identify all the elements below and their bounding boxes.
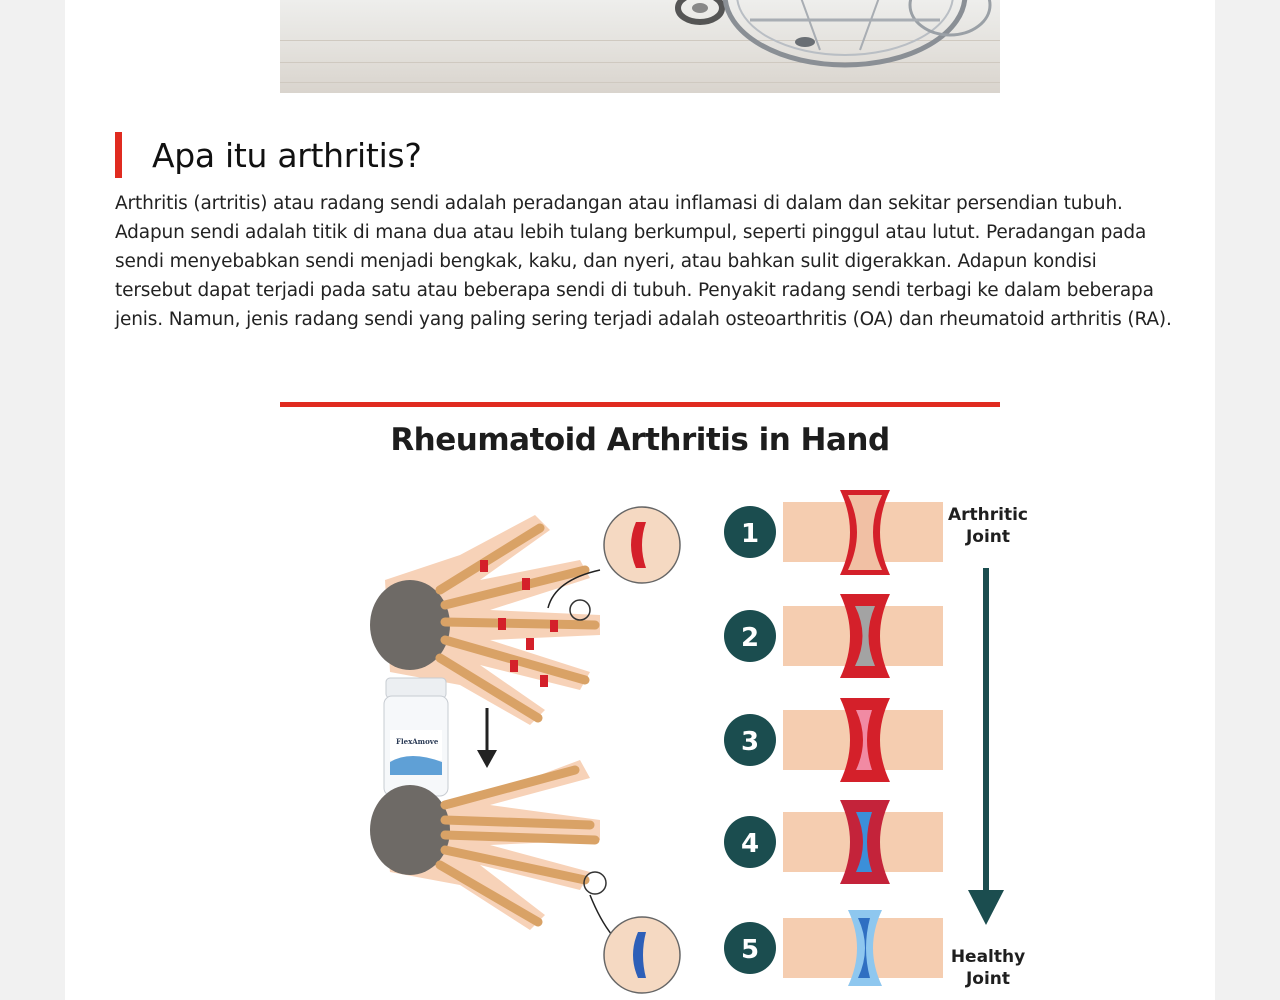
svg-text:1: 1 [740, 519, 760, 549]
svg-text:FlexAmove: FlexAmove [396, 737, 439, 746]
section-heading [115, 132, 422, 178]
step-1 [724, 490, 943, 575]
heading-accent-bar [115, 132, 122, 178]
infographic-title: Rheumatoid Arthritis in Hand [390, 422, 890, 458]
step-3 [724, 698, 943, 782]
healthy-hand-icon [370, 760, 600, 930]
page-content [65, 0, 1215, 1000]
article-paragraph: Arthritis (artritis) atau radang sendi adalah peradangan atau inflamasi di dalam dan sekitar persendian tubuh. Adapun sendi adalah titik di mana dua atau lebih tulang berkumpul, seperti pinggul atau lutut. Peradangan pada sendi menyebabkan sendi menjadi bengkak, kaku, dan nyeri, atau bahkan sulit digerakkan. Adapun kondisi tersebut dapat terjadi pada satu atau beberapa sendi di tubuh. Penyakit radang sendi terbagi ke dalam beberapa jenis. Namun, jenis radang sendi yang paling sering terjadi adalah osteoarthritis (OA) dan rheumatoid arthritis (RA). [115, 193, 1172, 330]
step-5 [724, 910, 943, 986]
joint-label-top: Joint [965, 527, 1011, 547]
wheelchair-photo-icon [280, 0, 1000, 93]
step-4 [724, 800, 943, 884]
heading-title: Apa itu arthritis? [152, 135, 422, 175]
infographic-drawing [300, 410, 1029, 1000]
joint-label-bottom: Joint [965, 969, 1011, 989]
svg-text:2: 2 [740, 623, 760, 653]
supplement-bottle-icon [384, 678, 448, 796]
healthy-label: Healthy [950, 947, 1026, 967]
svg-text:5: 5 [740, 935, 760, 965]
image-top-rule [280, 402, 1000, 407]
arthritic-label: Arthritic [947, 505, 1029, 525]
svg-text:4: 4 [740, 829, 760, 859]
hero-image [280, 0, 1000, 93]
step-2 [724, 594, 943, 678]
rheumatoid-arthritis-infographic [300, 410, 1029, 1000]
svg-text:3: 3 [740, 727, 760, 757]
